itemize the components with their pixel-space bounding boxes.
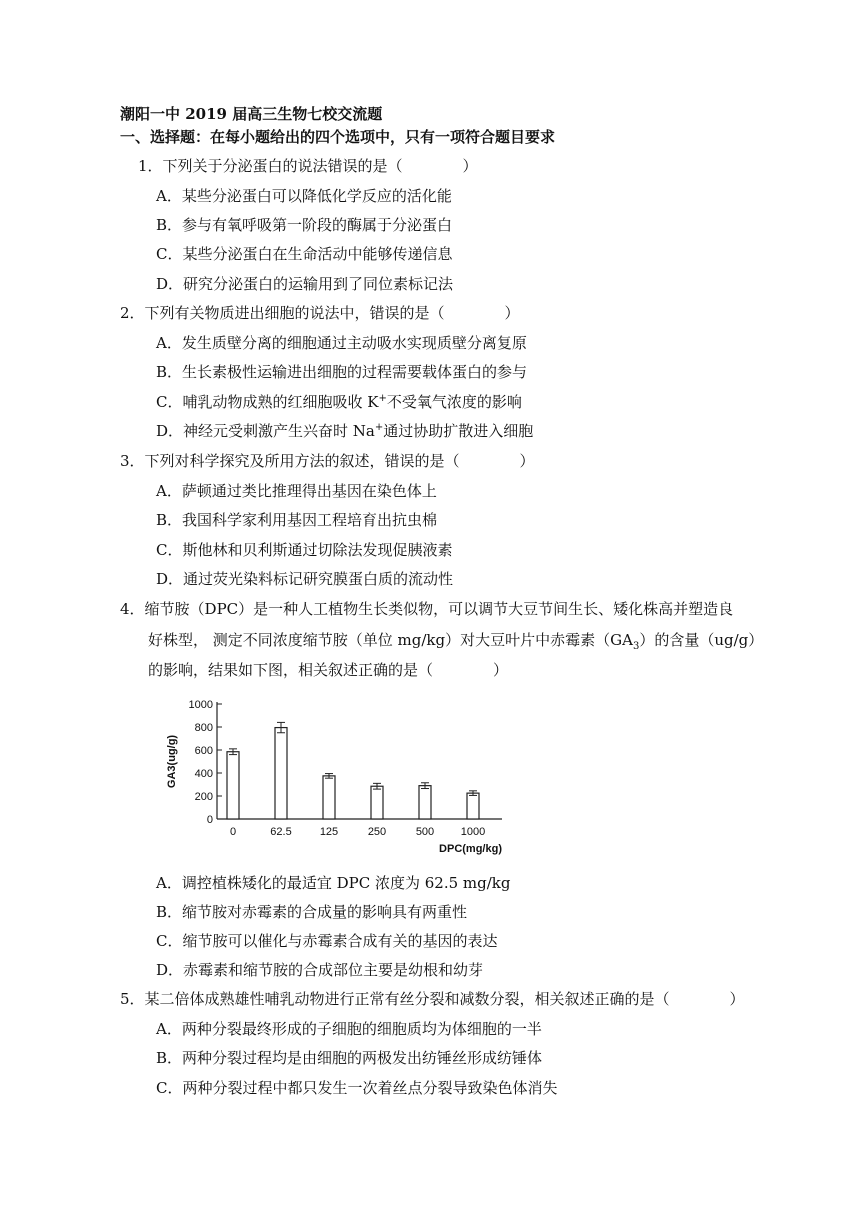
question-4-option-c: C．缩节胺可以催化与赤霉素合成有关的基因的表达 [156, 932, 498, 950]
question-4-option-b: B．缩节胺对赤霉素的合成量的影响具有两重性 [156, 903, 468, 921]
x-tick-label: 250 [367, 826, 387, 838]
page-title: 潮阳一中 2019 届高三生物七校交流题 [120, 105, 383, 123]
question-3-option-c: C．斯他林和贝利斯通过切除法发现促胰液素 [156, 541, 453, 559]
question-5-option-c: C．两种分裂过程中都只发生一次着丝点分裂导致染色体消失 [156, 1079, 558, 1097]
question-3-option-a: A．萨顿通过类比推理得出基因在染色体上 [156, 482, 437, 500]
ga3-bar-chart [160, 692, 520, 860]
y-tick-label: 800 [194, 722, 213, 734]
y-tick-label: 400 [194, 768, 213, 780]
question-1-option-a: A．某些分泌蛋白可以降低化学反应的活化能 [156, 187, 452, 205]
question-5-option-b: B．两种分裂过程均是由细胞的两极发出纺锤丝形成纺锤体 [156, 1049, 543, 1067]
question-1-option-b: B．参与有氧呼吸第一阶段的酶属于分泌蛋白 [156, 216, 453, 234]
question-5-stem: 5．某二倍体成熟雄性哺乳动物进行正常有丝分裂和减数分裂，相关叙述正确的是（ ） [120, 990, 745, 1008]
question-4-option-a: A．调控植株矮化的最适宜 DPC 浓度为 62.5 mg/kg [156, 874, 511, 892]
question-2-option-c: C．哺乳动物成熟的红细胞吸收 K+不受氧气浓度的影响 [156, 393, 522, 411]
question-3-option-b: B．我国科学家利用基因工程培育出抗虫棉 [156, 511, 438, 529]
question-3-stem: 3．下列对科学探究及所用方法的叙述，错误的是（ ） [120, 452, 535, 470]
bar [227, 752, 239, 819]
section-heading: 一、选择题：在每小题给出的四个选项中，只有一项符合题目要求 [120, 128, 556, 146]
x-tick-label: 0 [229, 826, 237, 838]
y-tick-label: 1000 [188, 699, 213, 711]
question-2-option-a: A．发生质壁分离的细胞通过主动吸水实现质壁分离复原 [156, 334, 527, 352]
question-1-option-d: D．研究分泌蛋白的运输用到了同位素标记法 [156, 275, 454, 293]
x-axis-label: DPC(mg/kg) [439, 843, 502, 855]
question-2-option-d: D．神经元受刺激产生兴奋时 Na+通过协助扩散进入细胞 [156, 422, 534, 440]
y-tick-label: 600 [194, 745, 213, 757]
question-2-option-b: B．生长素极性运输进出细胞的过程需要载体蛋白的参与 [156, 363, 528, 381]
x-tick-label: 500 [415, 826, 435, 838]
y-axis-label: GA3(ug/g) [166, 734, 178, 789]
x-tick-label: 125 [319, 826, 339, 838]
question-4-stem-line-1: 4．缩节胺（DPC）是一种人工植物生长类似物，可以调节大豆节间生长、矮化株高并塑造良 [120, 600, 734, 618]
bar [467, 793, 479, 819]
x-tick-label: 1000 [460, 826, 486, 838]
question-4-option-d: D．赤霉素和缩节胺的合成部位主要是幼根和幼芽 [156, 961, 484, 979]
x-tick-label: 62.5 [270, 826, 292, 838]
question-3-option-d: D．通过荧光染料标记研究膜蛋白质的流动性 [156, 570, 454, 588]
question-1-stem: 1．下列关于分泌蛋白的说法错误的是（ ） [138, 157, 478, 175]
bar [371, 786, 383, 819]
bar [323, 776, 335, 819]
y-tick-label: 0 [206, 814, 213, 826]
question-4-stem-line-3: 的影响，结果如下图，相关叙述正确的是（ ） [148, 661, 509, 679]
question-2-stem: 2．下列有关物质进出细胞的说法中，错误的是（ ） [120, 304, 520, 322]
question-1-option-c: C．某些分泌蛋白在生命活动中能够传递信息 [156, 245, 453, 263]
question-4-stem-line-2: 好株型， 测定不同浓度缩节胺（单位 mg/kg）对大豆叶片中赤霉素$(GA_3)$的含量（ug/g） [148, 631, 764, 652]
bar [419, 786, 431, 819]
question-5-option-a: A．两种分裂最终形成的子细胞的细胞质均为体细胞的一半 [156, 1020, 542, 1038]
bar [275, 728, 287, 819]
y-tick-label: 200 [194, 791, 213, 803]
